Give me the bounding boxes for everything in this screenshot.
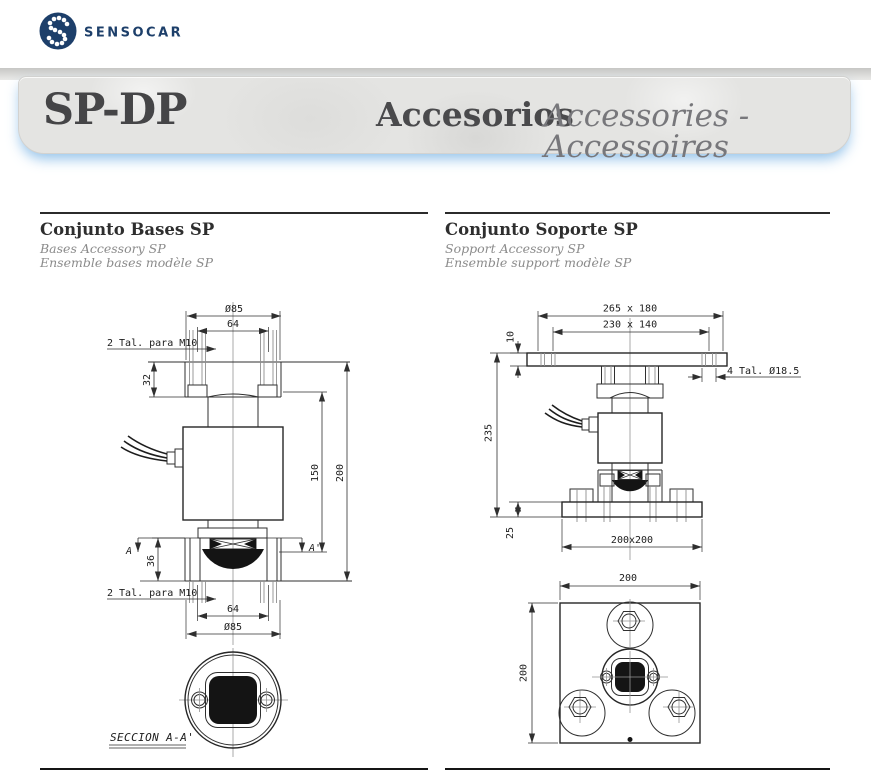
dim-top-span: 64 xyxy=(226,319,240,330)
dim-base-thickness: 25 xyxy=(505,526,516,540)
dim-top-plate-inner: 230 x 140 xyxy=(602,319,658,331)
soporte-top-plate xyxy=(527,353,727,366)
soporte-top-view xyxy=(559,599,700,743)
bases-sp-drawing xyxy=(107,302,352,757)
dim-height-total: 200 xyxy=(335,463,346,483)
soporte-sp-drawing xyxy=(484,304,802,744)
dim-base-width: 200 xyxy=(618,573,638,584)
left-section-subtitle-en: Bases Accessory SP xyxy=(40,241,166,256)
dim-base-thickness: 36 xyxy=(146,554,157,568)
left-section-subtitle-fr: Ensemble bases modèle SP xyxy=(40,255,213,270)
label-holes-top: 2 Tal. para M10 xyxy=(107,338,198,349)
dim-base-plate: 200x200 xyxy=(610,535,654,546)
section-label: SECCION A-A' xyxy=(110,731,195,744)
dim-top-plate-thickness: 32 xyxy=(142,373,153,387)
bases-load-cell xyxy=(121,397,283,538)
dim-top-plate-thickness: 10 xyxy=(505,330,517,344)
soporte-load-cell xyxy=(545,398,662,470)
dim-bottom-diameter: Ø85 xyxy=(223,622,243,633)
soporte-cable xyxy=(545,405,582,427)
section-marker-a-prime: A' xyxy=(309,543,322,554)
dim-top-diameter: Ø85 xyxy=(224,304,244,315)
right-section-title: Conjunto Soporte SP xyxy=(445,220,638,239)
section-marker-a: A xyxy=(125,546,133,557)
dim-bottom-span: 64 xyxy=(226,604,240,615)
dim-height-cell: 150 xyxy=(310,463,321,483)
soporte-base-assembly xyxy=(562,470,702,522)
model-title: SP-DP xyxy=(43,85,187,135)
right-section-subtitle-en: Sopport Accessory SP xyxy=(445,241,585,256)
left-section-title: Conjunto Bases SP xyxy=(40,220,215,239)
header-title-es: Accesorios xyxy=(376,95,574,134)
brand-name: SENSOCAR xyxy=(84,25,184,41)
dim-height-total: 235 xyxy=(483,423,495,443)
dim-top-plate: 265 x 180 xyxy=(602,303,658,315)
right-section-subtitle-fr: Ensemble support modèle SP xyxy=(445,255,632,270)
label-holes-bottom: 2 Tal. para M10 xyxy=(107,588,198,599)
bases-cable xyxy=(121,436,167,461)
dim-base-depth: 200 xyxy=(518,663,530,683)
label-top-holes: 4 Tal. Ø18.5 xyxy=(727,366,800,377)
header-title-translations: Accessories - Accessoires xyxy=(544,98,750,165)
